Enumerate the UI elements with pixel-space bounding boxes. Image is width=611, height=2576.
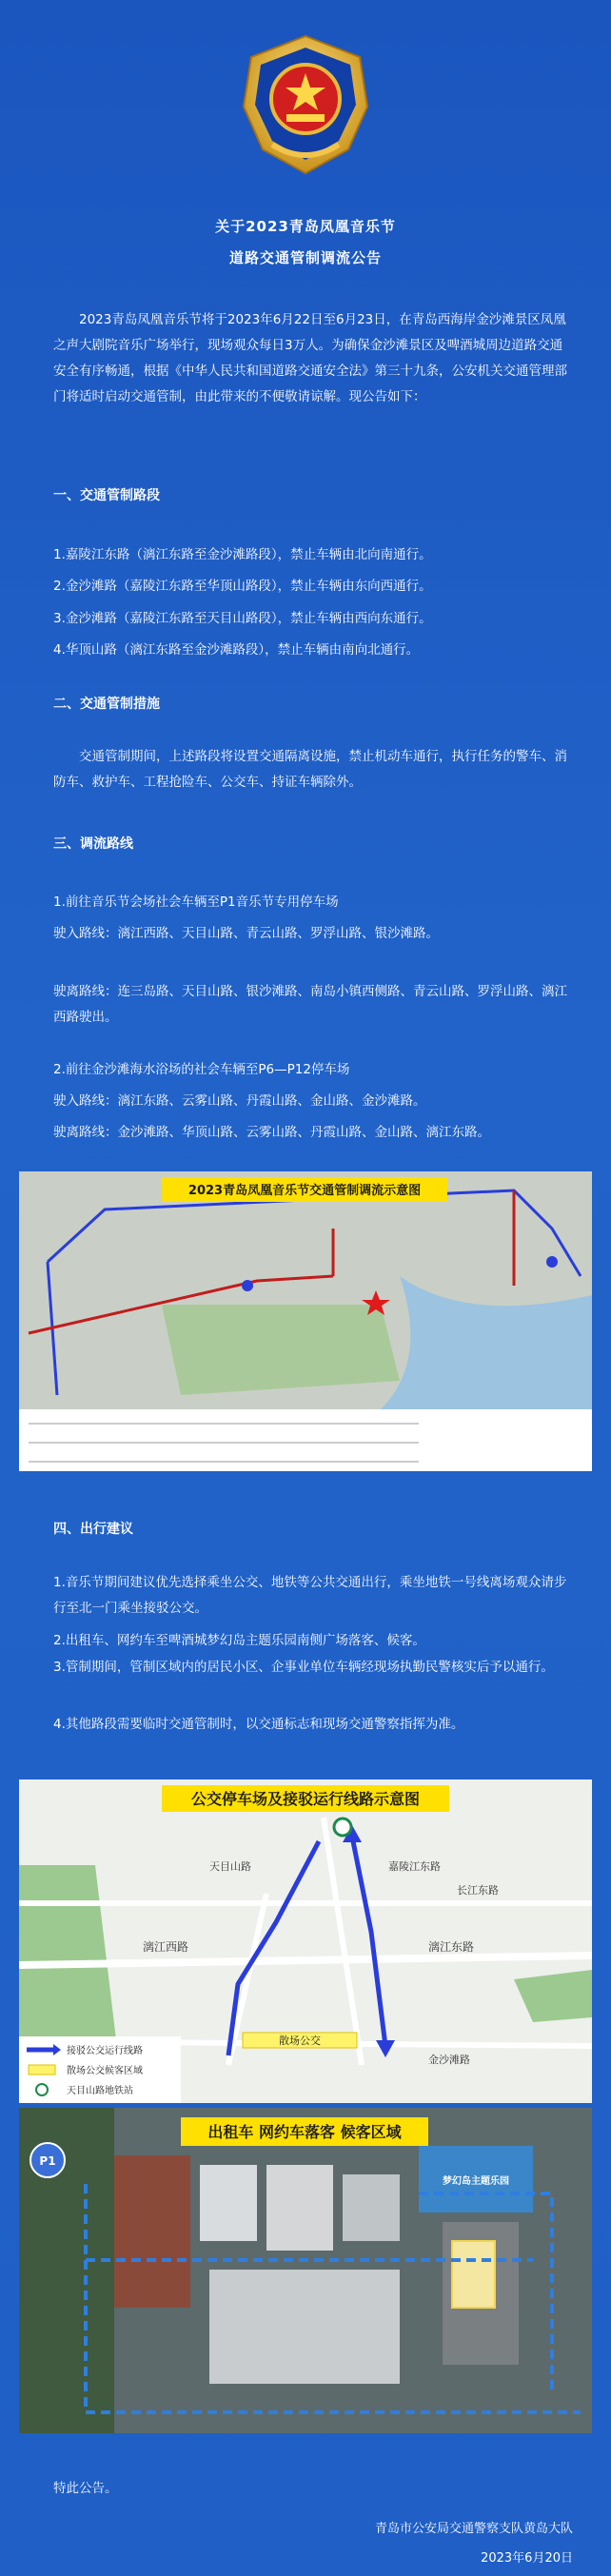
signature-org: 青岛市公安局交通警察支队黄岛大队 — [374, 2522, 573, 2536]
section1-item: 3.金沙滩路（嘉陵江东路至天目山路段），禁止车辆由西向东通行。 — [53, 611, 432, 626]
route2-out: 驶离路线：金沙滩路、华顶山路、云雾山路、丹霞山路、金山路、漓江东路。 — [53, 1125, 490, 1140]
section4-item: 2.出租车、网约车至啤酒城梦幻岛主题乐园南侧广场落客、候客。 — [53, 1633, 425, 1648]
road-jinshatan: 金沙滩路 — [428, 2054, 470, 2066]
section1-item: 1.嘉陵江东路（漓江东路至金沙滩路段），禁止车辆由北向南通行。 — [53, 547, 432, 562]
section1-heading: 一、交通管制路段 — [53, 488, 160, 503]
route1-out: 驶离路线：连三岛路、天目山路、银沙滩路、南岛小镇西侧路、青云山路、罗浮山路、漓江西路驶出。 — [53, 984, 567, 1025]
section1-item: 2.金沙滩路（嘉陵江东路至华顶山路段），禁止车辆由东向西通行。 — [53, 579, 432, 594]
road-lijiang-east: 漓江东路 — [428, 1940, 475, 1954]
section3-heading: 三、调流路线 — [53, 836, 133, 852]
page-title-line2: 道路交通管制调流公告 — [228, 249, 382, 266]
road-changjiang: 长江东路 — [457, 1884, 499, 1897]
section2-text: 交通管制期间，上述路段将设置交通隔离设施，禁止机动车通行，执行任务的警车、消防车、救护车、工程抢险车、公交车、持证车辆除外。 — [53, 749, 567, 790]
route2-in: 驶入路线：漓江东路、云雾山路、丹霞山路、金山路、金沙滩路。 — [53, 1093, 426, 1109]
section4-item: 4.其他路段需要临时交通管制时，以交通标志和现场交通警察指挥为准。 — [53, 1717, 464, 1732]
page-title-line1: 关于2023青岛凤凰音乐节 — [215, 218, 396, 235]
route1-title: 1.前往音乐节会场社会车辆至P1音乐节专用停车场 — [53, 895, 339, 910]
closing-text: 特此公告。 — [53, 2481, 118, 2496]
section2-heading: 二、交通管制措施 — [53, 697, 160, 712]
road-tianmu: 天目山路 — [209, 1860, 251, 1873]
route2-title: 2.前往金沙滩海水浴场的社会车辆至P6—P12停车场 — [53, 1062, 350, 1077]
traffic-control-map — [19, 1171, 592, 1471]
section4-heading: 四、出行建议 — [53, 1522, 133, 1537]
map3-title: 出租车 网约车落客 候客区域 — [207, 2123, 402, 2141]
park-label: 梦幻岛主题乐园 — [443, 2176, 509, 2187]
taxi-pickup-map — [19, 2108, 592, 2433]
section1-item: 4.华顶山路（漓江东路至金沙滩路段），禁止车辆由南向北通行。 — [53, 642, 420, 658]
signature-date: 2023年6月20日 — [481, 2551, 573, 2566]
map1-title: 2023青岛凤凰音乐节交通管制调流示意图 — [187, 1184, 422, 1198]
section4-item: 3.管制期间，管制区域内的居民小区、企事业单位车辆经现场执勤民警核实后予以通行。 — [53, 1660, 554, 1675]
police-emblem-icon — [234, 30, 377, 178]
road-lijiang-west: 漓江西路 — [143, 1940, 189, 1954]
intro-paragraph: 2023青岛凤凰音乐节将于2023年6月22日至6月23日，在青岛西海岸金沙滩景区凤凰之声大剧院音乐广场举行，现场观众每日3万人。为确保金沙滩景区及啤酒城周边道路交通安全有序畅通，根据《中华人民共和国道路交通安全法》第三十九条，公安机关交通管理部门将适时启动交通管制，由此带来的不便敬请谅解。现公告如下： — [53, 312, 567, 404]
p1-marker: P1 — [39, 2154, 56, 2168]
bus-route-map — [19, 1780, 592, 2103]
map2-title: 公交停车场及接驳运行线路示意图 — [190, 1790, 421, 1808]
section4-item: 1.音乐节期间建议优先选择乘坐公交、地铁等公共交通出行，乘坐地铁一号线离场观众请步行至北一门乘坐接驳公交。 — [53, 1575, 567, 1616]
legend-item: 散场公交候客区域 — [67, 2066, 143, 2076]
road-jialing: 嘉陵江东路 — [388, 1860, 441, 1873]
legend-item: 天目山路地铁站 — [67, 2086, 133, 2096]
route1-in: 驶入路线：漓江西路、天目山路、青云山路、罗浮山路、银沙滩路。 — [53, 926, 439, 941]
legend-item: 接驳公交运行线路 — [67, 2046, 143, 2056]
label-bus: 散场公交 — [279, 2035, 321, 2047]
